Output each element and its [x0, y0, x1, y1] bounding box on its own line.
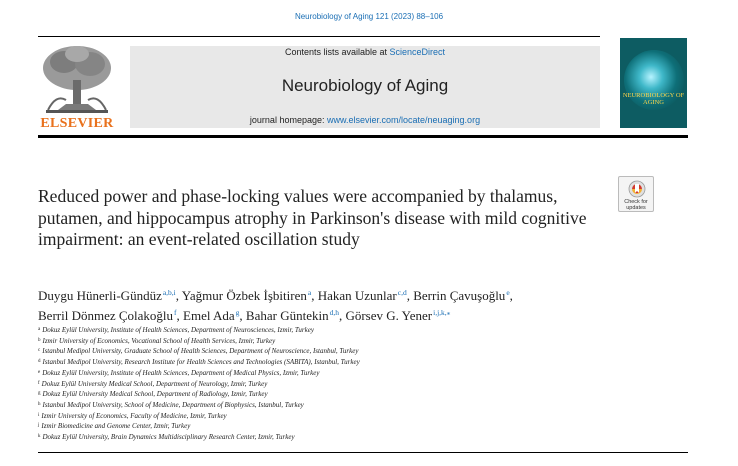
affiliation-key: g [38, 391, 41, 397]
affiliation-item [38, 368, 678, 379]
cover-title [620, 92, 687, 106]
author-name[interactable]: Bahar Güntekin [245, 308, 329, 323]
affiliation-text: Izmir Biomedicine and Genome Center, Izmir, Turkey [41, 422, 191, 431]
author-name[interactable]: Duygu Hünerli-Gündüz [38, 288, 162, 303]
affiliation-list [38, 325, 678, 443]
author-affil-ref[interactable]: i,j,k,⁎ [433, 308, 451, 317]
journal-cover-image[interactable] [620, 38, 687, 128]
journal-name: Neurobiology of Aging [281, 76, 449, 95]
affiliation-item [38, 346, 678, 357]
author-affil-ref[interactable]: c,d [397, 288, 407, 297]
affiliation-key: e [38, 369, 41, 375]
affiliation-item [38, 379, 678, 390]
check-label-line2: updates [626, 205, 646, 211]
author-affil-ref[interactable]: g [235, 308, 240, 317]
header-divider [38, 135, 688, 138]
author-list: Duygu Hünerli-Gündüz$^{a,b,i}$, Yağmur Özbek İşbitiren$^a$, Hakan Uzunlar$^{c,d}$, Berrin Çavuşoğlu$^e$, Berril Dönmez Çolakoğlu$^f$, Emel Ada$^g$, Bahar Güntekin$^{d,h}$, Görsev G. Yener$^{i,j,k,⁎}$ [38, 288, 513, 323]
affiliation-item [38, 325, 678, 336]
author-name[interactable]: Görsev G. Yener [345, 308, 433, 323]
affiliation-key: f [38, 380, 40, 386]
affiliation-key: i [38, 412, 40, 418]
check-label-line1: Check for [624, 199, 648, 205]
affiliation-item [38, 400, 678, 411]
affiliation-key: b [38, 337, 41, 343]
affiliation-text: Istanbul Medipol University, Graduate School of Health Sciences, Department of Neuroscience, Istanbul, Turkey [42, 347, 359, 356]
affiliation-item [38, 411, 678, 422]
author-name[interactable]: Emel Ada [183, 308, 235, 323]
cover-title-line2: AGING [643, 99, 664, 106]
homepage-prefix: journal homepage: [249, 115, 327, 125]
affiliation-key: d [38, 359, 41, 365]
check-for-updates-label [619, 199, 653, 211]
affiliation-key: k [38, 434, 41, 440]
affiliation-text: Istanbul Medipol University, Research Institute for Health Sciences and Technologies (SABITA), Istanbul, Turkey [42, 358, 360, 367]
affiliation-key: h [38, 401, 41, 407]
affiliation-key: a [38, 327, 41, 332]
affiliation-key: c [38, 348, 41, 354]
author-name[interactable]: Berrin Çavuşoğlu [413, 288, 506, 303]
affiliation-key: j [38, 423, 40, 429]
journal-homepage [130, 115, 600, 125]
affiliation-text: Istanbul Medipol University, School of Medicine, Department of Biophysics, Istanbul, Turkey [42, 400, 304, 409]
crossmark-icon [628, 180, 646, 198]
author-name[interactable]: Hakan Uzunlar [317, 288, 397, 303]
author-name[interactable]: Yağmur Özbek İşbitiren [181, 288, 307, 303]
contents-availability [130, 47, 600, 57]
contents-prefix: Contents lists available at [284, 47, 390, 57]
affiliation-text: Dokuz Eylül University, Institute of Health Sciences, Department of Medical Physics, Izmir, Turkey [42, 368, 320, 377]
check-for-updates-button[interactable] [618, 176, 654, 212]
affiliation-item [38, 336, 678, 347]
author-affil-ref[interactable]: a [307, 288, 312, 297]
affiliation-text: Izmir University of Economics, Vocational School of Health Services, Izmir, Turkey [42, 336, 276, 345]
journal-citation[interactable]: Neurobiology of Aging 121 (2023) 88–106 [294, 12, 444, 21]
affiliation-text: Izmir University of Economics, Faculty of Medicine, Izmir, Turkey [41, 411, 227, 420]
author-affil-ref[interactable]: d,h [329, 308, 339, 317]
affiliation-item [38, 432, 678, 443]
affiliation-text: Dokuz Eylül University, Institute of Health Sciences, Department of Neurosciences, Izmir, Turkey [42, 326, 314, 334]
affiliation-text: Dokuz Eylül University Medical School, Department of Radiology, Izmir, Turkey [42, 390, 268, 399]
affiliation-text: Dokuz Eylül University, Brain Dynamics Multidisciplinary Research Center, Izmir, Turkey [42, 433, 295, 442]
elsevier-wordmark[interactable]: ELSEVIER [40, 116, 114, 131]
affiliation-item [38, 357, 678, 368]
author-affil-ref[interactable]: a,b,i [162, 288, 176, 297]
bottom-divider [38, 452, 688, 453]
author-affil-ref[interactable]: e [506, 288, 510, 297]
affiliation-item [38, 421, 678, 432]
sciencedirect-link[interactable]: ScienceDirect [389, 47, 446, 57]
author-affil-ref[interactable]: f [174, 308, 177, 317]
author-name[interactable]: Berril Dönmez Çolakoğlu [38, 308, 174, 323]
affiliation-text: Dokuz Eylül University Medical School, Department of Neurology, Izmir, Turkey [41, 379, 268, 388]
affiliation-item [38, 389, 678, 400]
homepage-link[interactable]: www.elsevier.com/locate/neuaging.org [326, 115, 481, 125]
article-title: Reduced power and phase-locking values were accompanied by thalamus, putamen, and hippocampus atrophy in Parkinson's disease with mild cognitive impairment: an event-related oscillation study [38, 186, 587, 249]
cover-title-line1: NEUROBIOLOGY OF [622, 92, 685, 99]
top-divider [38, 36, 600, 37]
